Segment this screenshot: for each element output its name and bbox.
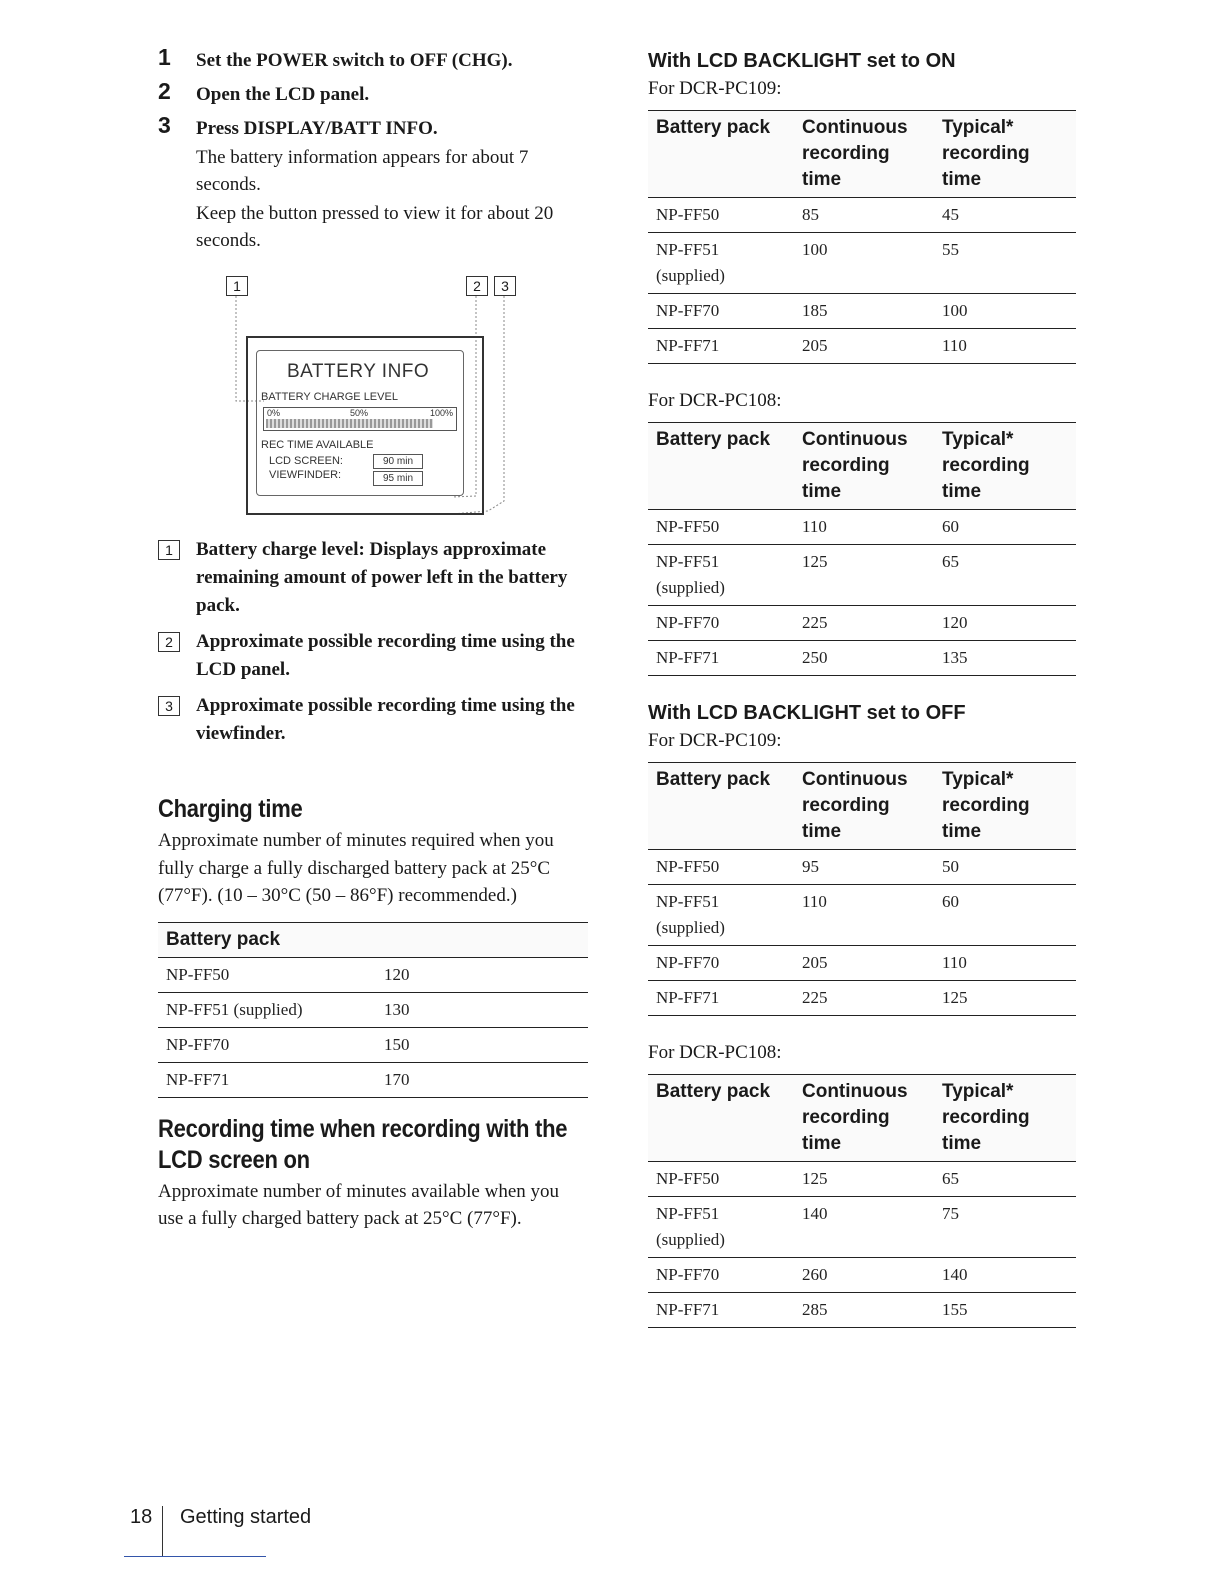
value-cell: 130 — [384, 999, 410, 1019]
header-continuous — [794, 111, 934, 198]
table-row — [648, 545, 1076, 606]
pack-name: NP-FF51 — [656, 892, 720, 911]
section-heading: With LCD BACKLIGHT set to ON — [648, 50, 956, 72]
pack-note: (supplied) — [656, 1230, 725, 1249]
header-line: recording — [942, 795, 1030, 816]
step-number: 1 — [158, 44, 171, 70]
charge-level-bar — [263, 407, 457, 431]
charging-table — [158, 922, 588, 1098]
typical-cell: 45 — [942, 205, 959, 224]
table-row — [648, 510, 1076, 545]
pack-cell — [648, 606, 794, 641]
step-3 — [158, 112, 588, 254]
legend-number: 2 — [158, 632, 180, 652]
continuous-cell: 110 — [802, 892, 827, 911]
model-label: For DCR-PC109: — [648, 730, 782, 751]
footer-rule — [124, 1556, 266, 1557]
table-row — [648, 294, 1076, 329]
pack-name: NP-FF51 — [656, 1204, 720, 1223]
header-battery-pack: Battery pack — [158, 922, 588, 957]
step-title: Press DISPLAY/BATT INFO. — [196, 118, 438, 139]
pack-cell — [648, 1197, 794, 1258]
legend-number: 1 — [158, 540, 180, 560]
section-heading: With LCD BACKLIGHT set to OFF — [648, 702, 966, 724]
step-body-2: Keep the button pressed to view it for about 20 seconds. — [196, 203, 554, 251]
table-row — [648, 1258, 1076, 1293]
pack-name: NP-FF50 — [656, 857, 720, 876]
table-row — [648, 946, 1076, 981]
header-typical — [934, 763, 1076, 850]
lcd-screen-value: 90 min — [373, 454, 423, 469]
continuous-cell: 95 — [802, 857, 819, 876]
table-header-row — [648, 1075, 1076, 1162]
pack-cell — [648, 981, 794, 1016]
header-continuous — [794, 763, 934, 850]
header-line: recording — [802, 143, 890, 164]
lcd-display — [256, 350, 464, 496]
lcd-screen — [246, 336, 484, 515]
pack-cell: NP-FF51 (supplied) — [166, 999, 303, 1019]
viewfinder-label: VIEWFINDER: — [269, 469, 342, 481]
pack-name: NP-FF71 — [656, 1300, 720, 1319]
pack-cell — [648, 233, 794, 294]
model-label: For DCR-PC108: — [648, 1042, 782, 1063]
header-continuous — [794, 1075, 934, 1162]
header-line: Continuous — [802, 429, 908, 450]
typical-cell: 60 — [942, 892, 959, 911]
section-label: Getting started — [180, 1506, 312, 1528]
typical-cell: 65 — [942, 1169, 959, 1188]
header-line: Typical* — [942, 1081, 1014, 1102]
typical-cell: 110 — [942, 953, 967, 972]
pack-cell — [648, 1293, 794, 1328]
header-typical — [934, 1075, 1076, 1162]
recording-time-table — [648, 110, 1076, 364]
pack-cell: NP-FF70 — [166, 1034, 230, 1054]
typical-cell: 140 — [942, 1265, 968, 1284]
table-row — [648, 641, 1076, 676]
scale-0: 0% — [267, 408, 281, 418]
header-line: recording — [802, 795, 890, 816]
header-line: time — [802, 1133, 842, 1154]
header-line: time — [942, 821, 982, 842]
continuous-cell: 85 — [802, 205, 819, 224]
table-row — [158, 957, 588, 992]
legend-number: 3 — [158, 696, 180, 716]
typical-cell: 100 — [942, 301, 968, 320]
typical-cell: 155 — [942, 1300, 968, 1319]
legend-item-1 — [158, 536, 588, 620]
pack-name: NP-FF71 — [656, 648, 720, 667]
header-line: Typical* — [942, 429, 1014, 450]
step-number: 2 — [158, 78, 171, 104]
header-battery-pack: Battery pack — [648, 763, 794, 850]
continuous-cell: 285 — [802, 1300, 828, 1319]
continuous-cell: 185 — [802, 301, 828, 320]
step-title: Open the LCD panel. — [196, 84, 370, 105]
value-cell: 170 — [384, 1069, 410, 1089]
step-body: The battery information appears for about 7 seconds. — [196, 147, 529, 195]
table-row — [648, 1197, 1076, 1258]
pack-cell — [648, 294, 794, 329]
charging-heading: Charging time — [158, 795, 303, 823]
typical-cell: 120 — [942, 613, 968, 632]
header-line: recording — [802, 1107, 890, 1128]
pack-cell — [648, 329, 794, 364]
header-line: recording — [942, 143, 1030, 164]
legend-text: Approximate possible recording time using the viewfinder. — [196, 695, 575, 744]
callout-2: 2 — [466, 276, 488, 296]
pack-cell: NP-FF50 — [166, 964, 230, 984]
typical-cell: 75 — [942, 1204, 959, 1223]
page-number: 18 — [130, 1506, 153, 1528]
footer-divider — [162, 1506, 163, 1556]
header-battery-pack: Battery pack — [648, 423, 794, 510]
table-header-row — [158, 922, 588, 957]
lcd-title: BATTERY INFO — [287, 361, 430, 382]
table-row — [648, 981, 1076, 1016]
scale-100: 100% — [429, 408, 453, 418]
header-line: recording — [802, 455, 890, 476]
typical-cell: 55 — [942, 240, 959, 259]
table-row — [648, 1162, 1076, 1197]
model-label: For DCR-PC109: — [648, 78, 782, 99]
header-line: time — [942, 169, 982, 190]
table-header-row — [648, 423, 1076, 510]
value-cell: 120 — [384, 964, 410, 984]
header-typical — [934, 111, 1076, 198]
recording-section — [158, 1114, 588, 1233]
header-line: Typical* — [942, 117, 1014, 138]
continuous-cell: 225 — [802, 613, 828, 632]
scale-50: 50% — [350, 408, 369, 418]
legend-item-3 — [158, 692, 588, 748]
pack-name: NP-FF51 — [656, 552, 720, 571]
table-row — [158, 1027, 588, 1062]
continuous-cell: 205 — [802, 953, 828, 972]
pack-name: NP-FF71 — [656, 988, 720, 1007]
continuous-cell: 140 — [802, 1204, 828, 1223]
legend-text: Approximate possible recording time using the LCD panel. — [196, 631, 575, 680]
header-line: time — [942, 481, 982, 502]
pack-cell — [648, 1258, 794, 1293]
typical-cell: 65 — [942, 552, 959, 571]
model-label: For DCR-PC108: — [648, 390, 782, 411]
typical-cell: 110 — [942, 336, 967, 355]
backlight-section — [648, 48, 1076, 676]
step-1 — [158, 44, 588, 74]
header-battery-pack: Battery pack — [648, 1075, 794, 1162]
pack-cell — [648, 885, 794, 946]
rec-time-label: REC TIME AVAILABLE — [261, 439, 374, 451]
pack-name: NP-FF70 — [656, 301, 720, 320]
legend-item-2 — [158, 628, 588, 684]
step-title: Set the POWER switch to OFF (CHG). — [196, 50, 513, 71]
callout-3: 3 — [494, 276, 516, 296]
table-row — [648, 885, 1076, 946]
battery-info-diagram — [226, 276, 526, 516]
recording-text: Approximate number of minutes available when you use a fully charged battery pack at 25°C (77°F). — [158, 1180, 560, 1229]
pack-name: NP-FF70 — [656, 613, 720, 632]
right-column — [648, 48, 1076, 1338]
table-row — [158, 992, 588, 1027]
recording-time-table — [648, 762, 1076, 1016]
header-continuous — [794, 423, 934, 510]
continuous-cell: 100 — [802, 240, 828, 259]
viewfinder-value: 95 min — [373, 471, 423, 486]
continuous-cell: 110 — [802, 517, 827, 536]
backlight-section — [648, 700, 1076, 1328]
pack-name: NP-FF50 — [656, 517, 720, 536]
step-number: 3 — [158, 112, 171, 138]
callout-1: 1 — [226, 276, 248, 296]
pack-cell — [648, 510, 794, 545]
continuous-cell: 125 — [802, 552, 828, 571]
typical-cell: 135 — [942, 648, 968, 667]
header-line: recording — [942, 455, 1030, 476]
header-line: Continuous — [802, 117, 908, 138]
header-line: time — [802, 169, 842, 190]
continuous-cell: 125 — [802, 1169, 828, 1188]
legend — [158, 536, 588, 748]
pack-name: NP-FF50 — [656, 1169, 720, 1188]
pack-name: NP-FF70 — [656, 953, 720, 972]
table-row — [158, 1062, 588, 1097]
pack-cell — [648, 946, 794, 981]
pack-cell: NP-FF71 — [166, 1069, 230, 1089]
continuous-cell: 205 — [802, 336, 828, 355]
table-row — [648, 329, 1076, 364]
table-header-row — [648, 111, 1076, 198]
table-row — [648, 198, 1076, 233]
typical-cell: 125 — [942, 988, 968, 1007]
header-line: recording — [942, 1107, 1030, 1128]
pack-cell — [648, 1162, 794, 1197]
continuous-cell: 225 — [802, 988, 828, 1007]
continuous-cell: 260 — [802, 1265, 828, 1284]
table-row — [648, 606, 1076, 641]
charging-section — [158, 794, 588, 1098]
header-line: time — [942, 1133, 982, 1154]
value-cell: 150 — [384, 1034, 410, 1054]
header-line: Continuous — [802, 769, 908, 790]
typical-cell: 50 — [942, 857, 959, 876]
pack-name: NP-FF50 — [656, 205, 720, 224]
header-line: Continuous — [802, 1081, 908, 1102]
table-row — [648, 1293, 1076, 1328]
pack-cell — [648, 545, 794, 606]
pack-cell — [648, 850, 794, 885]
left-column — [158, 44, 588, 1233]
table-header-row — [648, 763, 1076, 850]
typical-cell: 60 — [942, 517, 959, 536]
recording-time-table — [648, 1074, 1076, 1328]
pack-name: NP-FF70 — [656, 1265, 720, 1284]
pack-note: (supplied) — [656, 266, 725, 285]
recording-heading: Recording time when recording with the LCD screen on — [158, 1114, 568, 1174]
header-battery-pack: Battery pack — [648, 111, 794, 198]
legend-text: Battery charge level: Displays approximate remaining amount of power left in the battery pack. — [196, 539, 568, 616]
pack-name: NP-FF71 — [656, 336, 720, 355]
table-row — [648, 233, 1076, 294]
table-row — [648, 850, 1076, 885]
step-2 — [158, 78, 588, 108]
pack-cell — [648, 198, 794, 233]
pack-cell — [648, 641, 794, 676]
charge-level-label: BATTERY CHARGE LEVEL — [261, 391, 398, 403]
header-line: time — [802, 821, 842, 842]
header-line: time — [802, 481, 842, 502]
pack-note: (supplied) — [656, 918, 725, 937]
continuous-cell: 250 — [802, 648, 828, 667]
lcd-screen-label: LCD SCREEN: — [269, 455, 343, 467]
charge-level-fill — [266, 419, 433, 428]
pack-name: NP-FF51 — [656, 240, 720, 259]
recording-time-table — [648, 422, 1076, 676]
header-line: Typical* — [942, 769, 1014, 790]
charging-text: Approximate number of minutes required when you fully charge a fully discharged battery pack at 25°C (77°F). (10 – 30°C (50 – 86°F) recommended.) — [158, 830, 554, 906]
pack-note: (supplied) — [656, 578, 725, 597]
header-typical — [934, 423, 1076, 510]
